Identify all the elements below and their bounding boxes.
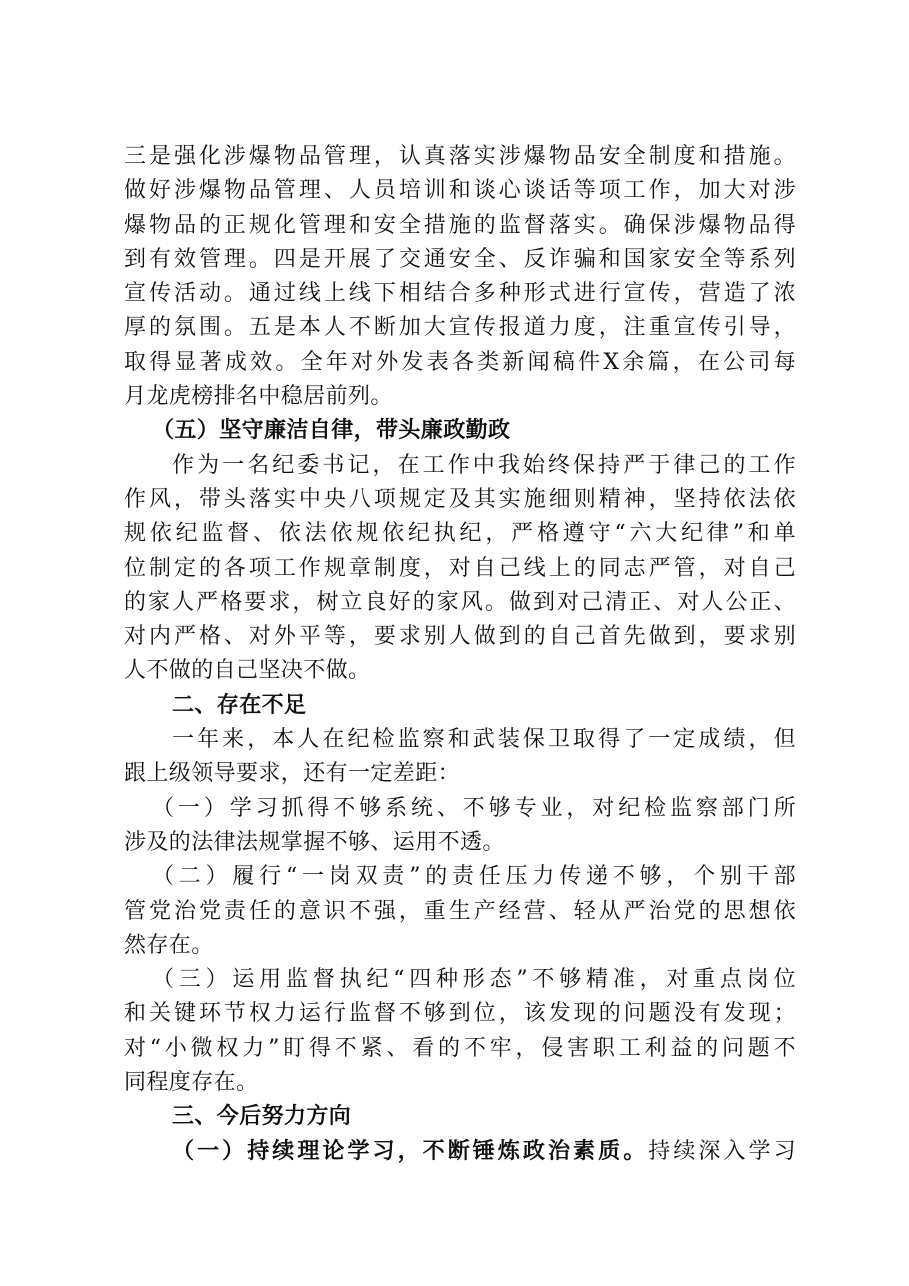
text-line: 对内严格、对外平等，要求别人做到的自己首先做到，要求别 [124,624,796,650]
text-line: 作为一名纪委书记，在工作中我始终保持严于律己的工作 [172,452,796,478]
text-line: 涉及的法律法规掌握不够、运用不透。 [124,829,505,855]
section-heading-future-direction: 三、今后努力方向 [172,1104,352,1130]
text-line: 取得显著成效。全年对外发表各类新闻稿件X余篇，在公司每 [124,349,796,375]
text-line: 月龙虎榜排名中稳居前列。 [124,384,393,410]
text-line: 到有效管理。四是开展了交通安全、反诈骗和国家安全等系列 [124,246,796,272]
section-heading-shortcomings: 二、存在不足 [172,692,307,718]
text-line: 作风，带头落实中央八项规定及其实施细则精神，坚持依法依 [124,486,796,512]
direction-item-1 [124,1135,796,1169]
text-line: 做好涉爆物品管理、人员培训和谈心谈话等项工作，加大对涉 [124,178,796,204]
direction-item-1-title: （一）持续理论学习，不断锤炼政治素质。 [172,1138,649,1164]
section-heading-integrity: （五）坚守廉洁自律，带头廉政勤政 [152,418,511,444]
text-line: 对“小微权力”盯得不紧、看的不牢，侵害职工利益的问题不 [124,1035,796,1061]
shortcoming-item-2 [124,860,796,963]
text-line: 位制定的各项工作规章制度，对自己线上的同志严管，对自己 [124,555,796,581]
direction-item-1-text: 持续深入学习 [648,1138,796,1164]
text-line: 同程度存在。 [124,1070,259,1096]
text-line: 人不做的自己坚决不做。 [124,658,371,684]
text-line: 宣传活动。通过线上线下相结合多种形式进行宣传，营造了浓 [124,281,796,307]
text-line: 厚的氛围。五是本人不断加大宣传报道力度，注重宣传引导， [124,315,796,341]
text-line: 和关键环节权力运行监督不够到位，该发现的问题没有发现； [124,1001,796,1027]
shortcoming-item-1 [124,792,796,861]
text-line: （一）学习抓得不够系统、不够专业，对纪检监察部门所 [152,795,796,821]
shortcoming-item-3 [124,963,796,1100]
text-line: 的家人严格要求，树立良好的家风。做到对己清正、对人公正、 [124,589,796,615]
text-line: 爆物品的正规化管理和安全措施的监督落实。确保涉爆物品得 [124,212,796,238]
text-line: 然存在。 [124,932,214,958]
text-line: （二）履行“一岗双责”的责任压力传递不够，个别干部 [152,864,796,890]
text-line: （三）运用监督执纪“四种形态”不够精准，对重点岗位 [152,967,796,993]
text-line: 跟上级领导要求，还有一定差距： [124,761,461,787]
paragraph-explosives-management [124,140,796,414]
document-body [124,140,796,1169]
text-line: 规依纪监督、依法依规依纪执纪，严格遵守“六大纪律”和单 [124,521,796,547]
text-line: 三是强化涉爆物品管理，认真落实涉爆物品安全制度和措施。 [124,144,796,169]
text-line: 管党治党责任的意识不强，重生产经营、轻从严治党的思想依 [124,898,796,924]
paragraph-integrity [124,449,796,689]
text-line: 一年来，本人在纪检监察和武装保卫取得了一定成绩，但 [172,727,796,753]
paragraph-shortcomings-intro [124,723,796,792]
